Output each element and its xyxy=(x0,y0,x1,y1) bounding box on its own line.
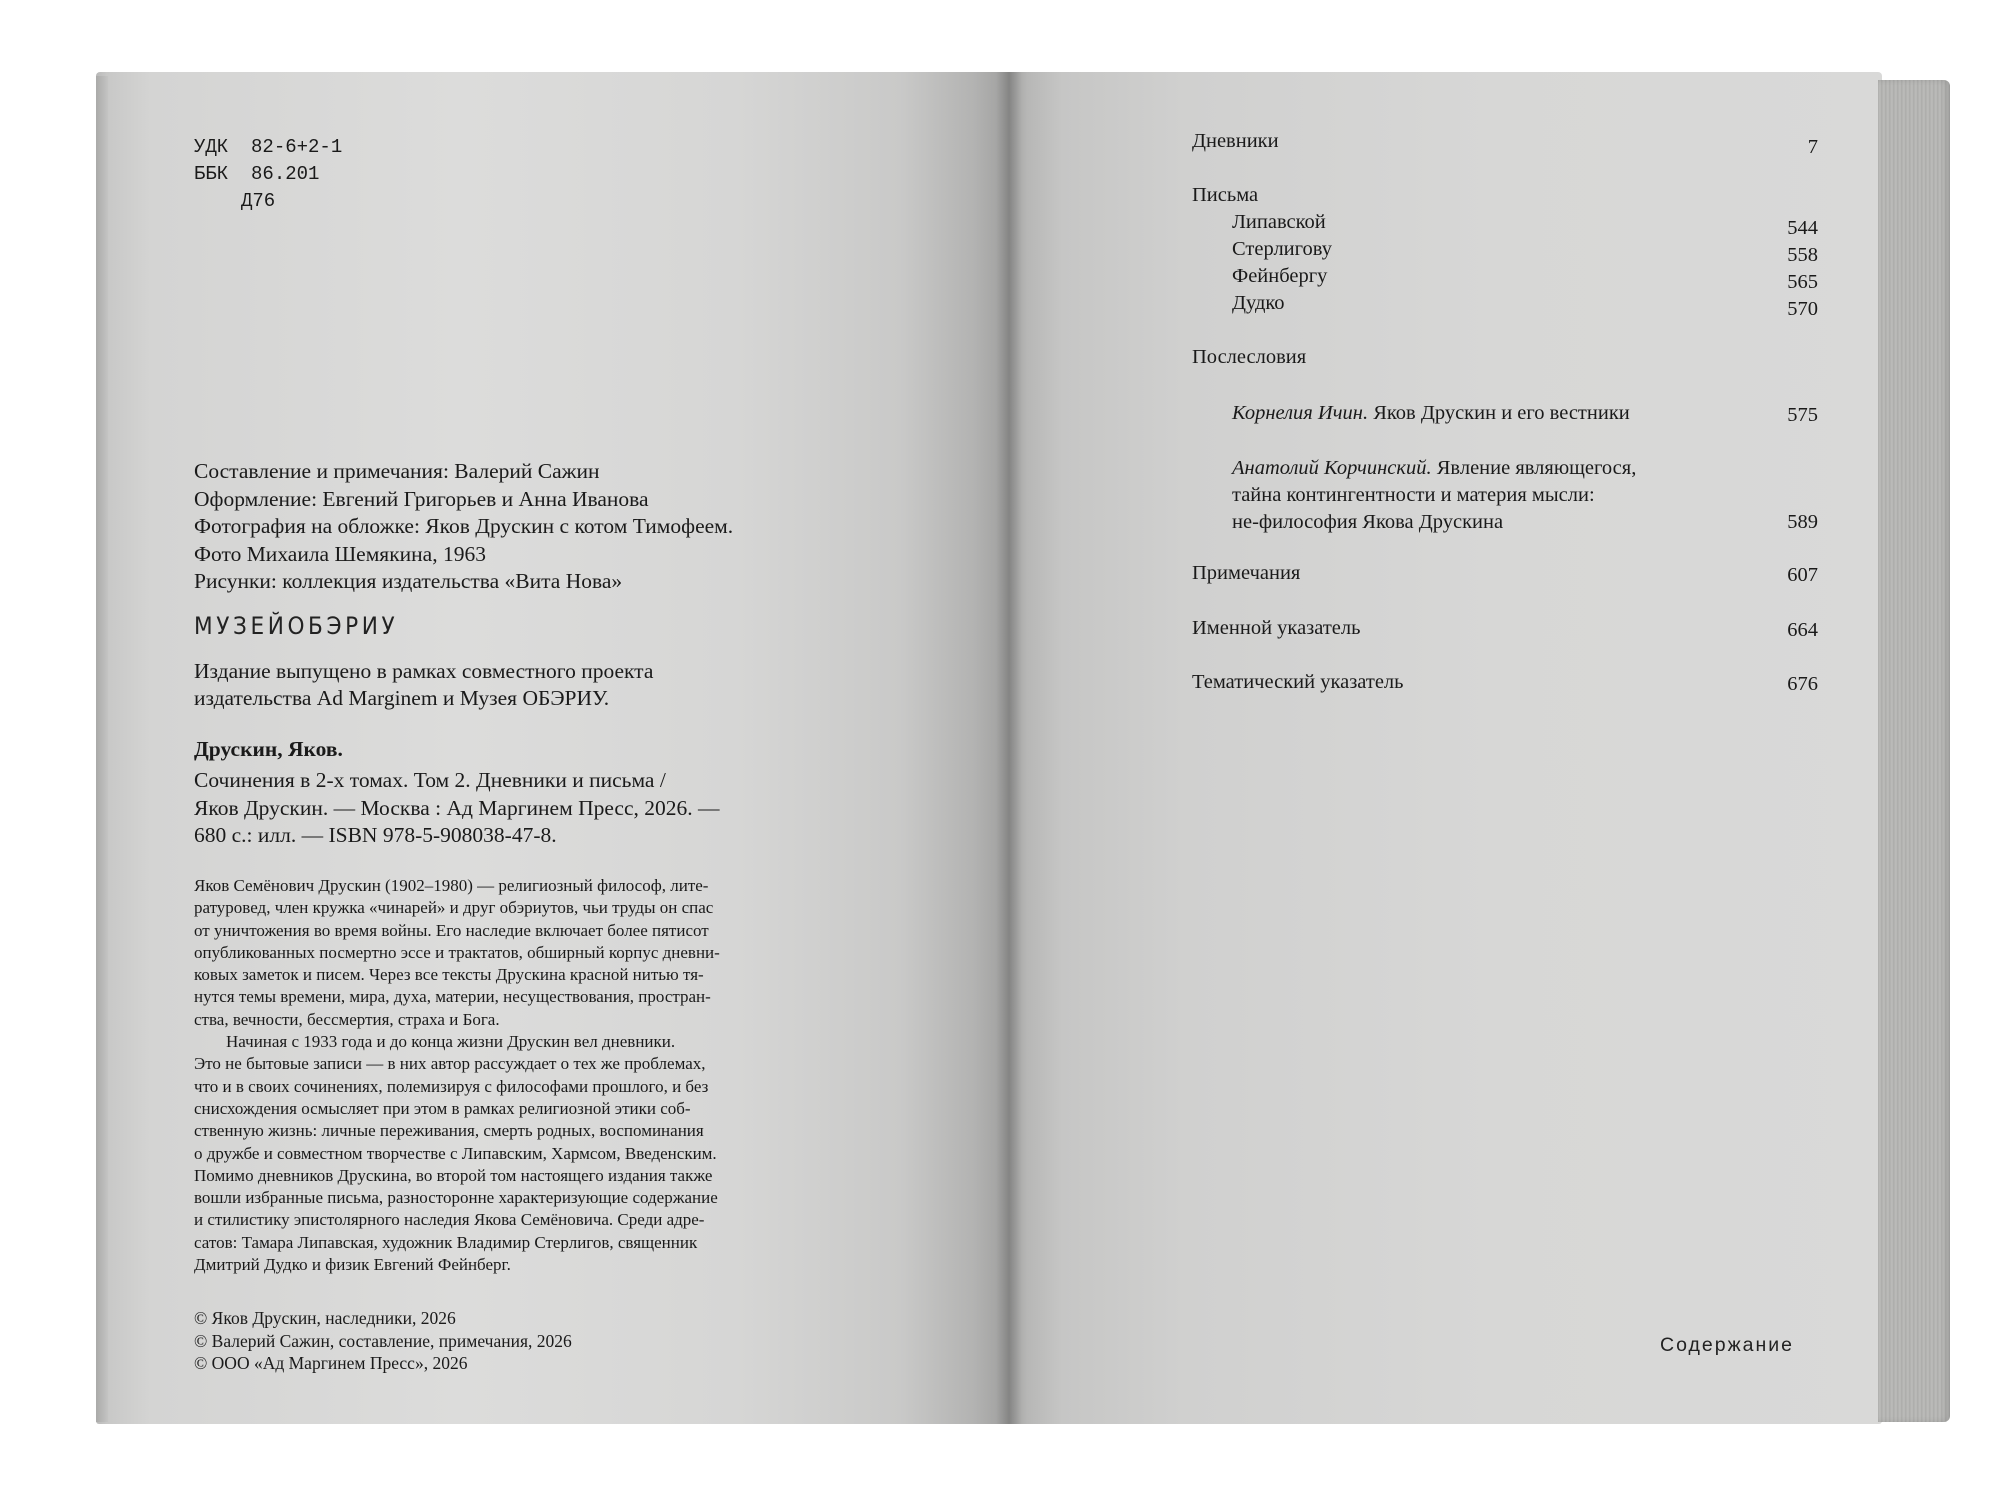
author-mark: Д76 xyxy=(241,190,276,212)
toc-entry-letter xyxy=(1192,265,1818,293)
annotation-line: от уничтожения во время войны. Его наследие включает более пятисот xyxy=(194,920,709,940)
museum-oberiu-logo: МУЗЕЙОБЭРИУ xyxy=(194,612,399,640)
toc-entry-letter xyxy=(1192,211,1818,239)
annotation-line: ратуровед, член кружка «чинарей» и друг обэриутов, чьи труды он спас xyxy=(194,898,714,918)
annotation-line: Дмитрий Дудко и физик Евгений Фейнберг. xyxy=(194,1255,511,1275)
annotation xyxy=(194,875,846,1276)
toc-entry-page: 7 xyxy=(1807,136,1818,158)
toc-entry-page: 570 xyxy=(1787,298,1818,320)
annotation-line: и стилистику эпистолярного наследия Якова Семёновича. Среди адре- xyxy=(194,1210,705,1230)
toc-entry-notes xyxy=(1192,562,1818,590)
credits-block xyxy=(194,458,733,596)
afterword-line: не-философия Якова Друскина xyxy=(1232,511,1504,533)
annotation-line: Помимо дневников Друскина, во второй том настоящего издания также xyxy=(194,1165,713,1185)
toc-entry-page: 664 xyxy=(1787,619,1818,641)
toc-entry-page: 676 xyxy=(1787,673,1818,695)
toc-entry-afterword xyxy=(1192,402,1818,430)
annotation-line: ства, вечности, бессмертия, страха и Бога. xyxy=(194,1009,500,1029)
toc-entry-diaries xyxy=(1192,130,1818,158)
credit-line: Фотография на обложке: Яков Друскин с котом Тимофеем. xyxy=(194,514,734,538)
annotation-line: опубликованных посмертно эссе и трактатов, обширный корпус дневни- xyxy=(194,942,720,962)
running-section-title: Содержание xyxy=(1660,1334,1794,1356)
toc-entry-title: Липавской xyxy=(1232,211,1326,233)
toc-heading-title: Послесловия xyxy=(1192,346,1307,368)
udk-code: УДК 82-6+2-1 xyxy=(194,136,343,158)
afterword-line: тайна контингентности и материя мысли: xyxy=(1232,484,1595,506)
annotation-line: ственную жизнь: личные переживания, смерть родных, воспоминания xyxy=(194,1121,704,1141)
toc-entry-name-index xyxy=(1192,617,1818,645)
classification-block xyxy=(194,134,342,215)
toc-entry-page: 575 xyxy=(1787,404,1818,426)
project-note-line: издательства Ad Marginem и Музея ОБЭРИУ. xyxy=(194,686,610,710)
copyright-line: © Яков Друскин, наследники, 2026 xyxy=(194,1308,456,1328)
annotation-line: сатов: Тамара Липавская, художник Владимир Стерлигов, священник xyxy=(194,1232,698,1252)
toc-entry-page: 544 xyxy=(1787,217,1818,239)
credit-line: Составление и примечания: Валерий Сажин xyxy=(194,459,600,483)
credit-line: Фото Михаила Шемякина, 1963 xyxy=(194,541,486,566)
afterword-author: Анатолий Корчинский. xyxy=(1232,457,1432,479)
bibliographic-entry xyxy=(194,767,720,850)
bibliographic-author: Друскин, Яков. xyxy=(194,737,343,761)
toc-entry-page: 589 xyxy=(1787,511,1818,533)
toc-entry-page: 607 xyxy=(1787,564,1818,586)
toc-entry-letter xyxy=(1192,238,1818,266)
toc-entry-title: Стерлигову xyxy=(1232,238,1333,260)
toc-entry-page: 565 xyxy=(1787,271,1818,293)
annotation-line: о дружбе и совместном творчестве с Липавским, Хармсом, Введенским. xyxy=(194,1143,717,1163)
annotation-line: снисхождения осмысляет при этом в рамках религиозной этики соб- xyxy=(194,1098,691,1118)
annotation-line: ковых заметок и писем. Через все тексты Друскина красной нитью тя- xyxy=(194,965,704,985)
toc-entry-title: Тематический указатель xyxy=(1192,671,1404,693)
afterword-line xyxy=(1232,455,1752,482)
book-gutter xyxy=(996,72,1022,1424)
copyright-block xyxy=(194,1307,572,1375)
afterword-author: Корнелия Ичин. xyxy=(1232,402,1369,424)
project-note xyxy=(194,658,653,712)
annotation-line: вошли избранные письма, разносторонне характеризующие содержание xyxy=(194,1188,718,1208)
page-stack-edge xyxy=(1878,80,1950,1422)
bibliographic-line: Сочинения в 2-х томах. Том 2. Дневники и письма / xyxy=(194,768,666,792)
toc-heading-letters xyxy=(1192,184,1818,212)
project-note-line: Издание выпущено в рамках совместного проекта xyxy=(194,659,654,683)
bibliographic-line: 680 с.: илл. — ISBN 978-5-908038-47-8. xyxy=(194,823,557,847)
annotation-line: Начиная с 1933 года и до конца жизни Друскин вел дневники. xyxy=(226,1032,676,1052)
toc-entry-afterword-page xyxy=(1192,509,1818,537)
credit-line: Оформление: Евгений Григорьев и Анна Иванова xyxy=(194,486,649,511)
toc-entry-title: Дудко xyxy=(1232,292,1285,314)
toc-heading-afterwords xyxy=(1192,346,1818,374)
bbk-code: ББК 86.201 xyxy=(194,163,320,185)
left-page-edge xyxy=(96,76,108,1422)
toc-entry-title: Фейнбергу xyxy=(1232,265,1328,287)
copyright-line: © ООО «Ад Маргинем Пресс», 2026 xyxy=(194,1353,468,1373)
toc-entry-letter xyxy=(1192,292,1818,320)
afterword-title: Явление являющегося, xyxy=(1431,457,1637,479)
annotation-line: Это не бытовые записи — в них автор рассуждает о тех же проблемах, xyxy=(194,1054,706,1074)
credit-line: Рисунки: коллекция издательства «Вита Нова» xyxy=(194,569,623,593)
toc-entry-title xyxy=(1232,402,1630,425)
toc-entry-title: Именной указатель xyxy=(1192,617,1361,639)
annotation-line: что и в своих сочинениях, полемизируя с философами прошлого, и без xyxy=(194,1076,709,1096)
toc-entry-page: 558 xyxy=(1787,244,1818,266)
copyright-line: © Валерий Сажин, составление, примечания, 2026 xyxy=(194,1330,572,1351)
toc-entry-subject-index xyxy=(1192,671,1818,699)
bibliographic-line: Яков Друскин. — Москва : Ад Маргинем Пресс, 2026. — xyxy=(194,795,720,820)
toc-heading-title: Письма xyxy=(1192,184,1259,206)
toc-entry-title: Дневники xyxy=(1192,130,1279,152)
annotation-line: Яков Семёнович Друскин (1902–1980) — религиозный философ, лите- xyxy=(194,876,709,895)
toc-entry-title: Примечания xyxy=(1192,562,1301,584)
afterword-title: Яков Друскин и его вестники xyxy=(1368,402,1630,424)
annotation-line: нутся темы времени, мира, духа, материи, несуществования, простран- xyxy=(194,987,711,1007)
